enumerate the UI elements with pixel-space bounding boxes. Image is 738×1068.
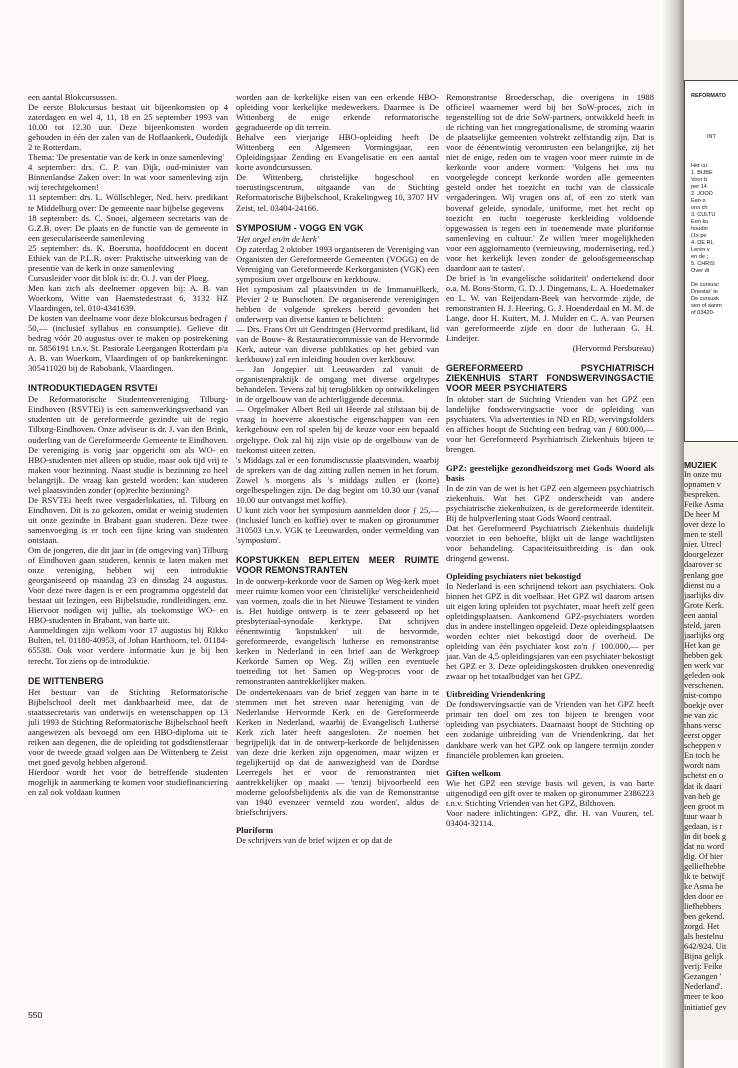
muziek-line: gedaan, is r xyxy=(684,821,723,831)
paragraph: De schrijvers van de brief wijzen er op dat de xyxy=(236,835,393,846)
paragraph: Hierdoor wordt het voor de betreffende studenten mogelijk in aanmerking te komen voor studiefinanciering en zal ook voldaan kunnen xyxy=(28,766,228,798)
muziek-line: Gezangen ' xyxy=(684,972,722,982)
advert-line: Voor b xyxy=(691,177,708,183)
muziek-column xyxy=(684,460,738,1013)
paragraph: Men kan zich als deelnemer opgeven bij: A. B. van Woerkom, Witte van Haemstedestraat 6, 3132 HZ Vlaardingen, tel. 010-4341639. xyxy=(28,282,228,313)
subheading: Opleiding psychiaters niet bekostigd xyxy=(446,570,581,581)
paragraph: De fondswervingsactie van de Vrienden van het GPZ heeft primair ten doel om zes ton bijeen te brengen voor opleiding van psychiaters. Daarnaast hoopt de Stichting op een zodanige uitbreiding van de Vriendenkring, dat het dankbare werk van het GPZ ook op langere termijn zonder financiële problemen kan groeien. xyxy=(446,699,654,760)
advert-line: 4. DE RL xyxy=(691,240,714,246)
muziek-line: liefhebbers xyxy=(684,902,722,912)
muziek-line: en werk var xyxy=(684,660,724,670)
paragraph: — Drs. Frans Ort uit Gendringen (Hervormd predikant, lid van de Bouw- & Restauratiecommissie van de Hervormde Kerk, auteur van diverse publikaties op het gebied van kerkbouw) zal een inleiding houden over kerkbouw. xyxy=(236,323,439,365)
muziek-line: schetst en o xyxy=(684,771,724,781)
advert-line: Driestar' te xyxy=(691,289,718,295)
muziek-line: eerst opger xyxy=(684,731,721,741)
facing-page xyxy=(684,40,738,1040)
muziek-line: Nederland'. xyxy=(684,982,723,992)
muziek-line: nist-compo xyxy=(684,691,722,701)
paragraph: Het bestuur van de Stichting Reformatorische Bijbelschool deelt met dankbaarheid mee, dat de staatssecretaris van onderwijs en wetenschappen op 13 juli 1993 de Stichting Reformatorische Bijbelschool heeft aangewezen als bevoegd om een HBO-diploma uit te reiken aan degenen, die de opleiding tot godsdienstleraar voor de tweede graad volgen aan De Wittenberg te Zeist met goed gevolg hebben afgerond. xyxy=(28,686,228,767)
muziek-line: jaarlijks div xyxy=(684,590,724,600)
paragraph: In Nederland is een schrijnend tekort aan psychiaters. Ook binnen het GPZ is dit voelbaar. Het GPZ wil daarom artsen uit eigen kring opleiden tot psychiater, maar heeft zelf geen opleidingsplaatsen. Aankomend GPZ-psychiaters worden dus in andere instellingen opgeleid. Deze opleidingsplaatsen worden echter niet bekostigd door de overheid. De opleiding van één psychiater kost zo'n ƒ 100.000,— per jaar. Van de 4,5 opleidingsjaren van een psychiater bekostigt het GPZ er 3. Deze opleidingskosten drukken onevenredig zwaar op het totaalbudget van het GPZ. xyxy=(446,580,654,682)
paragraph: De eerste Blokcursus bestaat uit bijeenkomsten op 4 zaterdagen en wel 4, 11, 18 en 25 september 1993 van 10.00 tot 12.30 uur. Deze bijeenkomsten worden gehouden in één der zalen van de Hoflaankerk, Oudedijk 2 te Rotterdam. xyxy=(28,102,228,153)
paragraph: 4 september: drs. C. P. van Dijk, oud-minister van Binnenlandse Zaken over: In wat voor samenleving zijn wij terechtgekomen! xyxy=(28,162,228,193)
advert-subheader: INT xyxy=(707,134,716,140)
muziek-lines xyxy=(684,470,738,1013)
muziek-line: dienst nu a xyxy=(684,580,721,590)
section-heading: DE WITTENBERG xyxy=(28,675,104,686)
muziek-line: boekje over xyxy=(684,701,724,711)
paragraph: In de ontwerp-kerkorde voor de Samen op Weg-kerk moet meer ruimte komen voor een 'christelijke' verscheidenheid van vormen, zoals die in het Nieuwe Testament te vinden is. Het huidige ontwerp is te zeer gebaseerd op het presbyteriaal-synodale kerktype. Dat schrijven éénentwintig 'kopstukken' uit de hervormde, gereformeerde, evangelisch lutherse en remonstrantse kerken in Nederland in een brief aan de Werkgroep Kerkorde Samen op Weg. Zij willen een eventuele toetreding tot het Samen op Weg-proces voor de remonstranten aantrekkelijker maken. xyxy=(236,576,439,687)
muziek-line: thans versc xyxy=(684,721,722,731)
section-heading: INTRODUKTIEDAGEN RSVTEi xyxy=(28,383,158,394)
muziek-line: daarover sc xyxy=(684,560,723,570)
paragraph: Het symposium zal plaatsvinden in de Immanuëlkerk, Plevier 2 te Bunschoten. De organiserende verenigingen hebben de volgende sprekers bereid gevonden het onderwerp van diverse kanten te belichten: xyxy=(236,283,439,324)
advert-line: De cursusk xyxy=(691,296,719,302)
binding-gutter xyxy=(660,0,684,1068)
advert-line: Over di xyxy=(691,268,710,274)
muziek-line: dat ik daari xyxy=(684,781,722,791)
paragraph: worden aan de kerkelijke eisen van een erkende HBO-opleiding voor kerkelijke medewerkers. Daarmee is De Wittenberg de enige erkende reformatorische gegradueerde op dit terrein. xyxy=(236,92,439,133)
muziek-line: opnamen v xyxy=(684,480,721,490)
muziek-line: Feike Asma xyxy=(684,500,724,510)
muziek-line: hebben gek xyxy=(684,650,723,660)
column-1 xyxy=(28,92,228,797)
subheading: GPZ: geestelijke gezondheidszorg met Gods Woord als basis xyxy=(446,462,654,483)
advert-line: houdin xyxy=(691,226,708,232)
muziek-line: Bijna gelijk xyxy=(684,952,724,962)
muziek-line: meer te koo xyxy=(684,992,724,1002)
muziek-line: steld, jaren xyxy=(684,620,721,630)
muziek-line: geleden ook xyxy=(684,670,725,680)
section-heading: GEREFORMEERD PSYCHIATRISCH ZIEKENHUIS START FONDSWERVINGSACTIE VOOR MEER PSYCHIATERS xyxy=(446,363,654,394)
muziek-line: wordt nam xyxy=(684,761,721,771)
muziek-line: ke Asma be xyxy=(684,881,724,891)
muziek-line: verschenen. xyxy=(684,681,724,691)
page-number: 550 xyxy=(28,1010,43,1020)
muziek-line: dat nu word xyxy=(684,841,725,851)
subheading: Uitbreiding Vriendenkring xyxy=(446,689,546,700)
byline: (Hervormd Persbureau) xyxy=(572,343,654,354)
advert-line: Het cu xyxy=(691,163,708,169)
muziek-line: men te stell xyxy=(684,530,723,540)
column-3 xyxy=(446,92,654,828)
advert-line: per 14 xyxy=(691,184,707,190)
paragraph: een aantal Blokcursussen. xyxy=(28,92,118,102)
paragraph: — Jan Jongepier uit Leeuwarden zal vanuit de organistenpraktijk de omgang met diverse orgeltypes behandelen. Tevens zal hij terugblikken op ontwikkelingen in de orgelbouw van de achterliggende decennia. xyxy=(236,364,439,405)
muziek-line: jaarlijks org xyxy=(684,630,725,640)
muziek-line: In onze mu xyxy=(684,470,722,480)
paragraph: In oktober start de Stichting Vrienden van het GPZ een landelijke fondswervingsactie voor de opleiding van psychiaters. Via advertenties in ND en RD, wervingsfolders en affiches hoopt de Stichting een bedrag van ƒ 600.000,— voor het Gereformeerd Psychiatrisch Ziekenhuis bijeen te brengen. xyxy=(446,394,654,455)
advert-line: Leren v xyxy=(691,247,710,253)
paragraph: De ondertekenaars van de brief zeggen van harte in te stemmen met het streven naar hereniging van de Nederlandse Hervormde Kerk en de Gereformeerde Kerken in Nederland, waarbij de Evangelisch Lutherse Kerk zich later heeft aangesloten. Ze noemen het begrijpelijk dat in de ontwerp-kerkorde de belijdenissen van deze drie kerken zijn opgenomen, maar wijzen er tegelijkertijd op dat de aanwezigheid van de Dordtse Leerregels het er voor de remonstranten niet aantrekkelijker op maakt — 'tenzij bijvoorbeeld een moderne geloofsbelijdenis als die van de Remonstrantse van 1940 evenzeer vermeld zou worden', aldus de briefschrijvers. xyxy=(236,686,439,818)
advert-line: De cursusc xyxy=(691,282,719,288)
paragraph: Behalve een vierjarige HBO-opleiding heeft De Wittenberg een Algemeen Vormingsjaar, een Opleidingsjaar Zending en Evangelisatie en een aantal korte avondcursussen. xyxy=(236,132,439,173)
paragraph: Om de jongeren, die dit jaar in (de omgeving van) Tilburg of Eindhoven gaan studeren, kennis te laten maken met onze vereniging, hebben wij een introduktie georganiseerd op maandag 23 en dinsdag 24 augustus. Voor deze twee dagen is er een programma opgesteld dat bestaat uit lezingen, een Bijbelstudie, rondleidingen, enz. Hiervoor nodigen wij jullie, als toekomstige WO- en HBO-studenten in Brabant, van harte uit. xyxy=(28,545,228,626)
muziek-line: doorgelezer xyxy=(684,550,724,560)
muziek-line: bespreken. xyxy=(684,490,721,500)
paragraph: De Reformatorische Studentenvereniging Tilburg-Eindhoven (RSVTEi) is een samenwerkingsverband van studenten uit de gereformeerde gezindte uit de regio Tilburg-Eindhoven. Onze adviseur is dr. J. van den Brink, ouderling van de Gereformeerde Gemeente te Eindhoven. De vereniging is vorig jaar opgericht om als WO- en HBO-studenten niet alleen op studie, maar ook tijd vrij te maken voor bezinning. Naast studie is bezinning zo heel belangrijk. De vraag kan gesteld worden: kan studeren wel plaatsvinden zonder (op)rechte bezinning? xyxy=(28,394,228,495)
advert-line: Een o xyxy=(691,198,706,204)
paragraph: 18 september: ds. C. Snoei, algemeen secretaris van de G.Z.B. over: De plaats en de functie van de gemeente in een geseculariseerde samenleving xyxy=(28,212,228,243)
muziek-line: initiatief gev xyxy=(684,1002,727,1012)
column-2 xyxy=(236,92,439,845)
paragraph: Wie het GPZ een stevige basis wil geven, is van harte uitgenodigd een gift over te maken op gironummer 2386223 t.n.v. Stichting Vrienden van het GPZ, Bilthoven. xyxy=(446,777,654,808)
advert-line: 1. BIJBE xyxy=(691,170,713,176)
paragraph: U kunt zich voor het symposium aanmelden door ƒ 25,— (inclusief lunch en koffie) over te maken op gironummer 310503 t.n.v. VGK te Leeuwarden, onder vermelding van 'symposium'. xyxy=(236,504,439,545)
paragraph: De Wittenberg, christelijke hogeschool en toerustingscentrum, uitgaande van de Stichting Reformatorische Bijbelschool, Krakelingweg 10, 3707 HV Zeist, tel. 03404-24166. xyxy=(236,172,439,213)
paragraph: De brief is 'in evangelische solidariteit' ondertekend door o.a. M. Bons-Storm, G. D. J. Dingemans, L. A. Hoedemaker en L. W. van Reijendam-Beek van hervormde zijde, de remonstranten H. J. Heering, G. J. Hoenderdaal en M. M. de Lange, door H. Kuitert, M. J. Mulder en C. A. van Peursen van gereformeerde zijde en door de lutheraan G. H. Lindeijer. xyxy=(446,272,654,344)
section-heading: SYMPOSIUM - VOGG EN VGK xyxy=(236,222,364,233)
muziek-line: Het kan ge xyxy=(684,640,721,650)
advert-line: 5. CHRIS xyxy=(691,261,715,267)
advert-line: en de ; xyxy=(691,254,709,260)
advert-lines xyxy=(685,163,738,317)
paragraph: De kosten van deelname voor deze blokcursus bedragen ƒ 50,— (inclusief syllabus en consumptie). Gelieve dit bedrag vóór 20 augustus over te maken op postrekening nr. 5856191 t.n.v. St. Pastorale Leergangen Rotterdam p/a A. B. van Woerkom, Vlaardingen of op bankrekeningnr. 305411020 bij de Rabobank, Vlaardingen. xyxy=(28,313,228,374)
advert-line: of 03420- xyxy=(691,310,715,316)
muziek-line: renlang goe xyxy=(684,570,724,580)
muziek-line: in dit boek g xyxy=(684,831,727,841)
muziek-line: En toch he xyxy=(684,751,720,761)
paragraph: Voor nadere inlichtingen: GPZ, dhr. H. van Vuuren, tel. 03404-32114. xyxy=(446,807,654,828)
muziek-line: nier. Utrecl xyxy=(684,540,722,550)
paragraph: 11 september: drs. L. Wüllschleger, Ned. herv. predikant te Middelburg over: De gemeente naar bijbelse gegevens xyxy=(28,192,228,213)
muziek-line: verij: Feike xyxy=(684,962,723,972)
paragraph: Thema: 'De presentatie van de kerk in onze samenleving' xyxy=(28,152,224,163)
advert-line: sen of aanm xyxy=(691,303,722,309)
section-heading: KOPSTUKKEN BEPLEITEN MEER RUIMTE VOOR REMONSTRANTEN xyxy=(236,555,439,576)
muziek-line: Grote Kerk. xyxy=(684,600,724,610)
advert-header: REFORMATO xyxy=(691,93,726,99)
paragraph: In de zin van de wet is het GPZ een algemeen psychiatrisch ziekenhuis. Wat het GPZ onderscheidt van andere psychiatrische ziekenhuizen, is de gereformeerde identiteit. Bij de hulpverlening staat Gods Woord centraal. xyxy=(446,482,654,523)
muziek-line: De heer M xyxy=(684,510,720,520)
paragraph: — Orgelmaker Albert Reil uit Heerde zal stilstaan bij de vraag in hoeverre akoestische eigenschappen van een kerkgebouw een rol spelen bij de keuze voor een bepaald orgeltype. Ook zal hij zijn visie op de orgelbouw van de toekomst uiteen zetten. xyxy=(236,404,439,455)
muziek-line: als bestelnu xyxy=(684,932,724,942)
advert-line xyxy=(691,275,738,282)
muziek-line: tuur waar h xyxy=(684,811,723,821)
paragraph: Op zaterdag 2 oktober 1993 organiseren de Vereniging van Organisten der Gereformeerde Gemeenten (VOGG) en de Vereniging van Gereformeerde Kerkorganisten (VGK) een symposium over orgelbouw en kerkbouw. xyxy=(236,243,439,284)
muziek-line: dig. Of hier xyxy=(684,851,723,861)
muziek-line: ik te betwijf xyxy=(684,871,725,881)
muziek-line: gelliefhebbe xyxy=(684,861,726,871)
section-subtitle: 'Het orgel en/in de kerk' xyxy=(236,233,319,244)
advert-line: Een ku xyxy=(691,219,709,225)
advert-line: 2. JOOD xyxy=(691,191,713,197)
paragraph: Aanmeldingen zijn welkom voor 17 augustus bij Rikko Bulten, tel. 01180-40953, of Johan Harthoorn, tel. 01184-65538. Ook voor verdere informatie kun je bij hen terecht. Tot ziens op de introduktie. xyxy=(28,625,228,666)
paragraph: De RSVTEi heeft twee vergaderlokaties, nl. Tilburg en Eindhoven. Dit is zo gekozen, omdat er weinig studenten uit onze gezindte in Brabant gaan studeren. Deze twee samenvoeging is er toch een fijne kring van studenten ontstaan. xyxy=(28,494,228,545)
paragraph: 25 september: ds. K. Boersma, hoofddocent en docent Ethiek van de P.L.R. over: Praktische uitwerking van de presentie van de kerk in onze samenleving xyxy=(28,242,228,273)
advertisement-box xyxy=(684,80,738,442)
paragraph: Remonstrantse Broederschap, die overigens in 1988 officieel waarnemer werd bij het SoW-proces, zich in tegenstelling tot de drie SoW-partners, ontwikkeld heeft in de richting van het congregationalisme, de stroming waarin de plaatselijke gemeenten volstrekt zelfstandig zijn. Dat is voor de éénentwintig verontrusten een belangrijke, zij het niet de enige, reden om te vragen voor meer ruimte in de kerkorde voor andere vormen: 'Volgens het ons nu voorgelegde concept kerkorde worden alle gemeenten gesteld onder het toezicht en tucht van de classicale vergaderingen. Wij vragen ons af, of een zo sterk van bovenaf geleide, synodale, uniforme, met het recht op toezicht en tucht toegeruste kerkleiding voldoende opgewassen is tegen een in toenemende mate pluriforme samenleving en cultuur.' Ze willen 'meer mogelijkheden voor een aggiornamento (vernieuwing, modernisering, red.) voor het kerkelijk leven zonder de geloofsgemeenschap daardoor aan te tasten'. xyxy=(446,92,654,273)
muziek-title: MUZIEK xyxy=(684,460,717,470)
advert-line: (1x pe xyxy=(691,233,707,239)
advert-line: ons ch xyxy=(691,205,708,211)
muziek-line: een groot m xyxy=(684,801,725,811)
subheading: Giften welkom xyxy=(446,767,501,778)
paragraph: Dat het Gereformeerd Psychiatrisch Ziekenhuis duidelijk voorziet in een behoefte, blijkt uit de lange wachtlijsten voor behandeling. Capaciteitsuitbreiding is dan ook dringend gewenst. xyxy=(446,522,654,563)
muziek-line: 642/924. Uit xyxy=(684,942,727,952)
subheading: Pluriform xyxy=(236,825,274,836)
muziek-line: van heb ge xyxy=(684,791,721,801)
muziek-line: scheppen v xyxy=(684,741,722,751)
muziek-line: ben gekend. xyxy=(684,912,725,922)
muziek-line: den door ee xyxy=(684,892,724,902)
muziek-line: een aantal xyxy=(684,610,718,620)
paragraph: Cursusleider voor dit blok is: dr. O. J. van der Ploeg. xyxy=(28,272,209,283)
muziek-line: over deze lo xyxy=(684,520,725,530)
muziek-line: zorgd. Het xyxy=(684,922,720,932)
advert-line: 3. CULTU xyxy=(691,212,716,218)
paragraph: 's Middags zal er een forumdiscussie plaatsvinden, waarbij de sprekers van de dag zitting zullen nemen in het forum. Zowel 's morgens als 's middags zullen er (korte) orgelbespelingen zijn. De dag begint om 10.30 uur (vanaf 10.00 uur ontvangst met koffie). xyxy=(236,454,439,505)
muziek-line: ne van zic xyxy=(684,711,718,721)
